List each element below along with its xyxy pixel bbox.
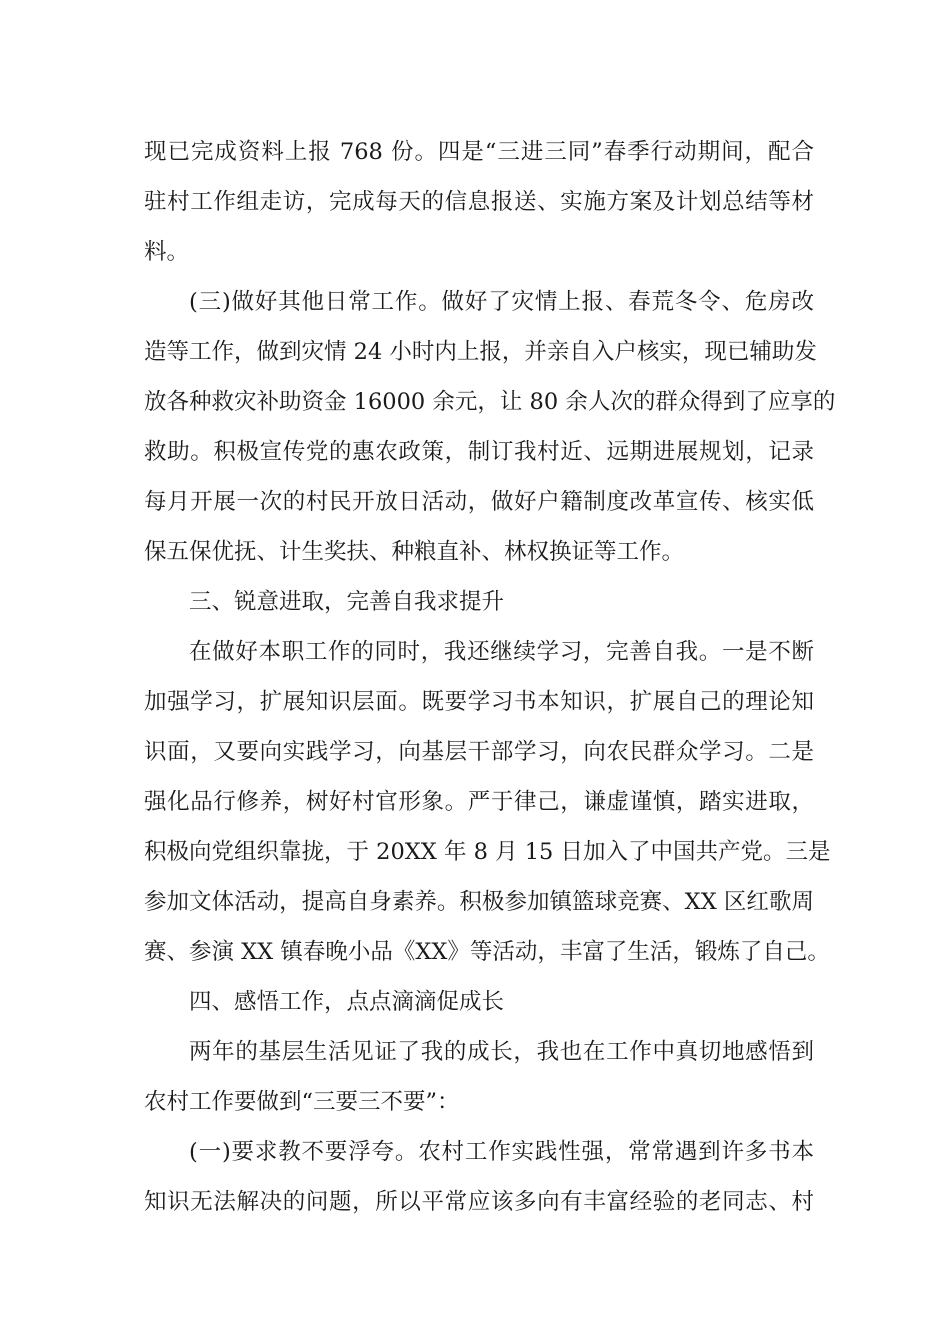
section-heading: 三、锐意进取，完善自我求提升 (189, 589, 505, 615)
text-line: 料。 (144, 239, 190, 265)
text-line: 造等工作，做到灾情 24 小时内上报，并亲自入户核实，现已辅助发 (144, 339, 817, 365)
text-line: 加强学习，扩展知识层面。既要学习书本知识，扩展自己的理论知 (144, 689, 814, 715)
text-line: 参加文体活动，提高自身素养。积极参加镇篮球竞赛、XX 区红歌周 (144, 889, 814, 915)
text-line: 每月开展一次的村民开放日活动，做好户籍制度改革宣传、核实低 (144, 489, 814, 515)
text-line: 现已完成资料上报 768 份。四是“三进三同”春季行动期间，配合 (144, 139, 814, 165)
text-line: 赛、参演 XX 镇春晚小品《XX》等活动，丰富了生活，锻炼了自己。 (144, 939, 830, 965)
text-line: 农村工作要做到“三要三不要”： (144, 1089, 460, 1115)
text-line: 在做好本职工作的同时，我还继续学习，完善自我。一是不断 (189, 639, 814, 665)
text-line: 救助。积极宣传党的惠农政策，制订我村近、远期进展规划，记录 (144, 439, 814, 465)
text-line: 知识无法解决的问题，所以平常应该多向有丰富经验的老同志、村 (144, 1189, 814, 1215)
text-line: (一)要求教不要浮夸。农村工作实践性强，常常遇到许多书本 (189, 1139, 814, 1165)
text-line: 强化品行修养，树好村官形象。严于律己，谦虚谨慎，踏实进取， (144, 789, 814, 815)
section-heading: 四、感悟工作，点点滴滴促成长 (189, 989, 505, 1015)
text-line: 驻村工作组走访，完成每天的信息报送、实施方案及计划总结等材 (144, 189, 814, 215)
text-line: 两年的基层生活见证了我的成长，我也在工作中真切地感悟到 (189, 1039, 814, 1065)
text-line: 放各种救灾补助资金 16000 余元，让 80 余人次的群众得到了应享的 (144, 389, 836, 415)
text-line: 识面，又要向实践学习，向基层干部学习，向农民群众学习。二是 (144, 739, 814, 765)
text-line: 积极向党组织靠拢，于 20XX 年 8 月 15 日加入了中国共产党。三是 (144, 839, 831, 865)
text-line: (三)做好其他日常工作。做好了灾情上报、春荒冬令、危房改 (189, 289, 814, 315)
text-line: 保五保优抚、计生奖扶、种粮直补、林权换证等工作。 (144, 539, 685, 565)
